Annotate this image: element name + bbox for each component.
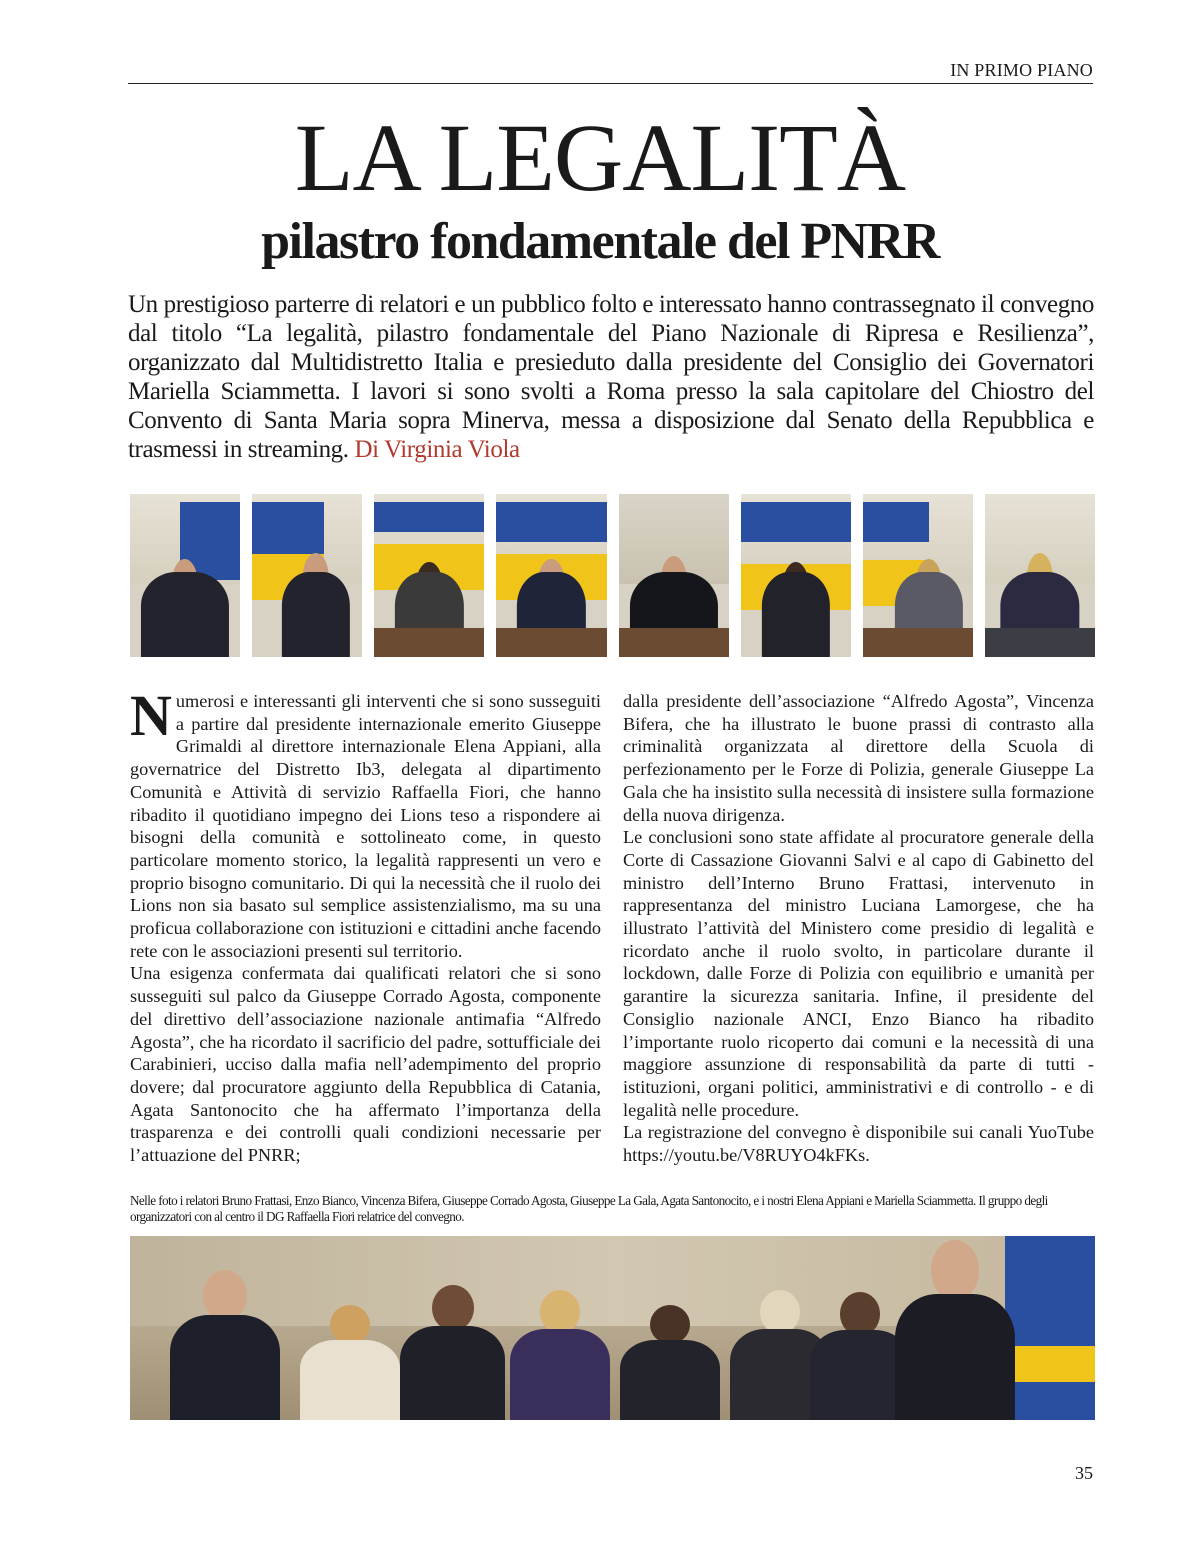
speaker-photo-1 <box>130 494 240 657</box>
article-title: LA LEGALITÀ <box>294 104 906 211</box>
paragraph-text: umerosi e interessanti gli interventi che si sono susseguiti a partire dal presidente internazionale emerito Giuseppe Grimaldi al direttore internazionale Elena Appiani, alla governatrice del Distretto Ib3, delegata al dipartimento Comunità e Attività di servizio Raffaella Fiori, che hanno ribadito il quotidiano impegno dei Lions teso a rispondere ai bisogni della comunità e sottolineato come, in questo particolare momento storico, la legalità rappresenti un vero e proprio bisogno comunitario. Di qui la necessità che il ruolo dei Lions non sia basato sul semplice assistenzialismo, ma su una proficua collaborazione con istituzioni e cittadini anche facendo rete con le associazioni presenti sul territorio. <box>130 691 601 961</box>
photo-caption: Nelle foto i relatori Bruno Frattasi, Enzo Bianco, Vincenza Bifera, Giuseppe Corrado Agosta, Giuseppe La Gala, Agata Santonocito, e i nostri Elena Appiani e Mariella Sciammetta. Il gruppo degli organizzatori con al centro il DG Raffaella Fiori relatrice del convegno. <box>130 1193 1048 1224</box>
article-subtitle: pilastro fondamentale del PNRR <box>261 213 939 270</box>
page-number: 35 <box>1075 1463 1093 1483</box>
speaker-photo-strip <box>130 494 1095 657</box>
speaker-photo-2 <box>252 494 362 657</box>
speaker-photo-6 <box>741 494 851 657</box>
drop-cap: N <box>130 683 172 748</box>
speaker-photo-7 <box>863 494 973 657</box>
paragraph: Una esigenza confermata dai qualificati relatori che si sono susseguiti sul palco da Giuseppe Corrado Agosta, componente del direttivo dell’associazione nazionale antimafia “Alfredo Agosta”, che ha ricordato il sacrificio del padre, sottufficiale dei Carabinieri, ucciso dalla mafia nell’adempimento del proprio dovere; dal procuratore aggiunto della Repubblica di Catania, Agata Santonocito che ha affermato l’importanza della trasparenza e dei controlli quali condizioni necessarie per l’attuazione del PNRR; <box>130 963 601 1166</box>
body-column-right <box>623 690 1094 1167</box>
speaker-photo-4 <box>496 494 606 657</box>
article-lead <box>128 290 1094 464</box>
paragraph: Le conclusioni sono state affidate al procuratore generale della Corte di Cassazione Giovanni Salvi e al capo di Gabinetto del ministro dell’Interno Bruno Frattasi, intervenuto in rappresentanza del ministro Luciana Lamorgese, che ha illustrato l’attività del Ministero come presidio di legalità e ricordato anche il ruolo svolto, in particolare durante il lockdown, dalle Forze di Polizia con equilibrio e umanità per garantire la sicurezza sanitaria. Infine, il presidente del Consiglio nazionale ANCI, Enzo Bianco ha ribadito l’importante ruolo ricoperto dai comuni e la necessità di una maggiore assunzione di responsabilità da parte di tutti - istituzioni, organi politici, amministrativi e di controllo - e di legalità nelle procedure. <box>623 827 1094 1120</box>
paragraph: La registrazione del convegno è disponibile sui canali YuoTube https://youtu.be/V8RUYO4kFKs. <box>623 1122 1094 1166</box>
lead-text: Un prestigioso parterre di relatori e un pubblico folto e interessato hanno contrassegnato il convegno dal titolo “La legalità, pilastro fondamentale del Piano Nazionale di Ripresa e Resilienza”, organizzato dal Multidistretto Italia e presieduto dalla presidente del Consiglio dei Governatori Mariella Sciammetta. I lavori si sono svolti a Roma presso la sala capitolare del Chiostro del Convento di Santa Maria sopra Minerva, messa a disposizione dal Senato della Repubblica e trasmessi in streaming. <box>128 291 1094 463</box>
paragraph <box>130 683 601 962</box>
section-label: IN PRIMO PIANO <box>950 60 1093 80</box>
group-photo <box>130 1236 1095 1420</box>
body-column-left <box>130 683 601 1167</box>
paragraph: dalla presidente dell’associazione “Alfredo Agosta”, Vincenza Bifera, che ha illustrato le buone prassi di contrasto alla criminalità organizzata al direttore della Scuola di perfezionamento per le Forze di Polizia, generale Giuseppe La Gala che ha insistito sulla necessità di insistere sulla formazione della nuova dirigenza. <box>623 691 1094 825</box>
byline: Di Virginia Viola <box>354 436 520 463</box>
top-rule <box>128 83 1093 84</box>
speaker-photo-8 <box>985 494 1095 657</box>
speaker-photo-5 <box>619 494 729 657</box>
speaker-photo-3 <box>374 494 484 657</box>
